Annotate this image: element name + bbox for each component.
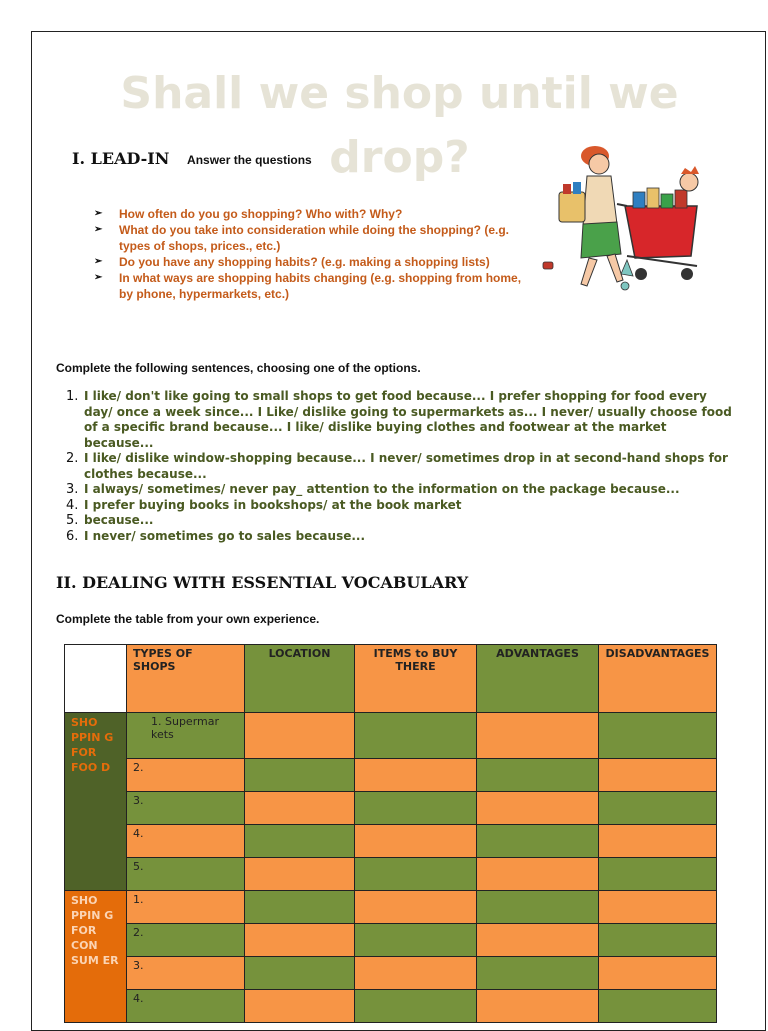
table-row xyxy=(65,792,717,825)
list-item xyxy=(94,254,534,270)
table-instruction: Complete the table from your own experience. xyxy=(56,612,320,626)
sentence-text: because... xyxy=(84,513,154,527)
lead-in-heading xyxy=(72,142,312,170)
question-list xyxy=(94,206,534,302)
disadvantages-cell[interactable] xyxy=(599,713,717,759)
item-number: 3. xyxy=(66,482,79,497)
arrow-bullet-icon: ➢ xyxy=(94,208,103,219)
question-text: In what ways are shopping habits changing (e.g. shopping from home, by phone, hypermarkets, etc.) xyxy=(119,271,522,301)
arrow-bullet-icon: ➢ xyxy=(94,224,103,235)
disadvantages-cell[interactable] xyxy=(599,759,717,792)
table-row xyxy=(65,759,717,792)
list-item xyxy=(56,513,736,529)
disadvantages-cell[interactable] xyxy=(599,957,717,990)
advantages-cell[interactable] xyxy=(477,858,599,891)
location-cell[interactable] xyxy=(245,858,355,891)
sentence-text: I always/ sometimes/ never pay_ attention to the information on the package because... xyxy=(84,482,680,496)
location-cell[interactable] xyxy=(245,990,355,1023)
items-cell[interactable] xyxy=(355,759,477,792)
shop-type-cell[interactable]: 4. xyxy=(127,825,245,858)
group-shopping-for-food: SHO PPIN G FOR FOO D xyxy=(65,713,127,891)
table-row xyxy=(65,891,717,924)
sentence-list xyxy=(56,389,736,544)
advantages-cell[interactable] xyxy=(477,713,599,759)
shop-type-cell[interactable]: 3. xyxy=(127,792,245,825)
disadvantages-cell[interactable] xyxy=(599,792,717,825)
item-number: 1. xyxy=(66,389,79,404)
location-cell[interactable] xyxy=(245,957,355,990)
location-cell[interactable] xyxy=(245,759,355,792)
item-number: 2. xyxy=(66,451,79,466)
list-item xyxy=(94,270,534,302)
item-number: 4. xyxy=(66,497,79,513)
complete-sentences-instruction: Complete the following sentences, choosing one of the options. xyxy=(56,361,421,375)
disadvantages-cell[interactable] xyxy=(599,990,717,1023)
list-item xyxy=(56,451,736,482)
items-cell[interactable] xyxy=(355,825,477,858)
list-item xyxy=(94,206,534,222)
items-cell[interactable] xyxy=(355,990,477,1023)
advantages-cell[interactable] xyxy=(477,759,599,792)
item-number: 6. xyxy=(66,528,79,544)
table-row xyxy=(65,990,717,1023)
question-text: Do you have any shopping habits? (e.g. making a shopping lists) xyxy=(119,255,490,269)
list-item xyxy=(56,389,736,451)
header-disadvantages: DISADVANTAGES xyxy=(599,645,717,713)
vocabulary-table xyxy=(64,644,717,1023)
sentence-text: I like/ don't like going to small shops to get food because... I prefer shopping for food every day/ once a week since... I Like/ dislike going to supermarkets as... I never/ usually choose food of a specific brand because... I like/ dislike buying clothes and footwear at the market because... xyxy=(84,389,732,450)
shop-type-cell[interactable]: 2. xyxy=(127,759,245,792)
location-cell[interactable] xyxy=(245,792,355,825)
lead-in-instruction: Answer the questions xyxy=(187,153,312,167)
header-location: LOCATION xyxy=(245,645,355,713)
advantages-cell[interactable] xyxy=(477,990,599,1023)
disadvantages-cell[interactable] xyxy=(599,891,717,924)
list-item xyxy=(56,498,736,514)
watermark-line-1: Shall we shop until we xyxy=(120,68,679,119)
sentence-text: I never/ sometimes go to sales because... xyxy=(84,528,366,543)
header-advantages: ADVANTAGES xyxy=(477,645,599,713)
table-row xyxy=(65,957,717,990)
question-text: What do you take into consideration while doing the shopping? (e.g. types of shops, prices., etc.) xyxy=(119,223,509,253)
lead-in-title: I. LEAD-IN xyxy=(72,149,170,168)
sentence-text: I like/ dislike window-shopping because... I never/ sometimes drop in at second-hand shops for clothes because... xyxy=(84,451,728,481)
shop-type-cell[interactable]: 4. xyxy=(127,990,245,1023)
items-cell[interactable] xyxy=(355,792,477,825)
items-cell[interactable] xyxy=(355,891,477,924)
disadvantages-cell[interactable] xyxy=(599,924,717,957)
location-cell[interactable] xyxy=(245,825,355,858)
items-cell[interactable] xyxy=(355,858,477,891)
sentence-text: I prefer buying books in bookshops/ at the book market xyxy=(84,497,462,512)
shop-type-cell[interactable]: 1. xyxy=(127,891,245,924)
list-item xyxy=(56,529,736,545)
advantages-cell[interactable] xyxy=(477,792,599,825)
items-cell[interactable] xyxy=(355,924,477,957)
shop-type-cell[interactable]: 1. Supermar kets xyxy=(127,713,245,759)
location-cell[interactable] xyxy=(245,713,355,759)
question-text: How often do you go shopping? Who with? Why? xyxy=(119,207,403,221)
disadvantages-cell[interactable] xyxy=(599,858,717,891)
items-cell[interactable] xyxy=(355,957,477,990)
item-number: 5. xyxy=(66,513,79,528)
header-types-of-shops: TYPES OF SHOPS xyxy=(127,645,245,713)
location-cell[interactable] xyxy=(245,924,355,957)
list-item xyxy=(56,482,736,498)
location-cell[interactable] xyxy=(245,891,355,924)
items-cell[interactable] xyxy=(355,713,477,759)
group-shopping-for-consumer: SHO PPIN G FOR CON SUM ER xyxy=(65,891,127,1023)
table-row xyxy=(65,924,717,957)
arrow-bullet-icon: ➢ xyxy=(94,256,103,267)
table-header-row xyxy=(65,645,717,713)
watermark-line-2: drop? xyxy=(329,132,470,183)
advantages-cell[interactable] xyxy=(477,957,599,990)
shop-type-cell[interactable]: 3. xyxy=(127,957,245,990)
table-row xyxy=(65,858,717,891)
arrow-bullet-icon: ➢ xyxy=(94,272,103,283)
shopping-cart-illustration xyxy=(537,134,717,304)
advantages-cell[interactable] xyxy=(477,825,599,858)
table-row xyxy=(65,825,717,858)
empty-corner-cell xyxy=(65,645,127,713)
section-2-heading: II. DEALING WITH ESSENTIAL VOCABULARY xyxy=(56,573,469,592)
document-page xyxy=(31,31,766,1031)
shop-type-cell[interactable]: 2. xyxy=(127,924,245,957)
list-item xyxy=(94,222,534,254)
advantages-cell[interactable] xyxy=(477,891,599,924)
advantages-cell[interactable] xyxy=(477,924,599,957)
disadvantages-cell[interactable] xyxy=(599,825,717,858)
header-items-to-buy: ITEMS to BUY THERE xyxy=(355,645,477,713)
table-row xyxy=(65,713,717,759)
shop-type-cell[interactable]: 5. xyxy=(127,858,245,891)
